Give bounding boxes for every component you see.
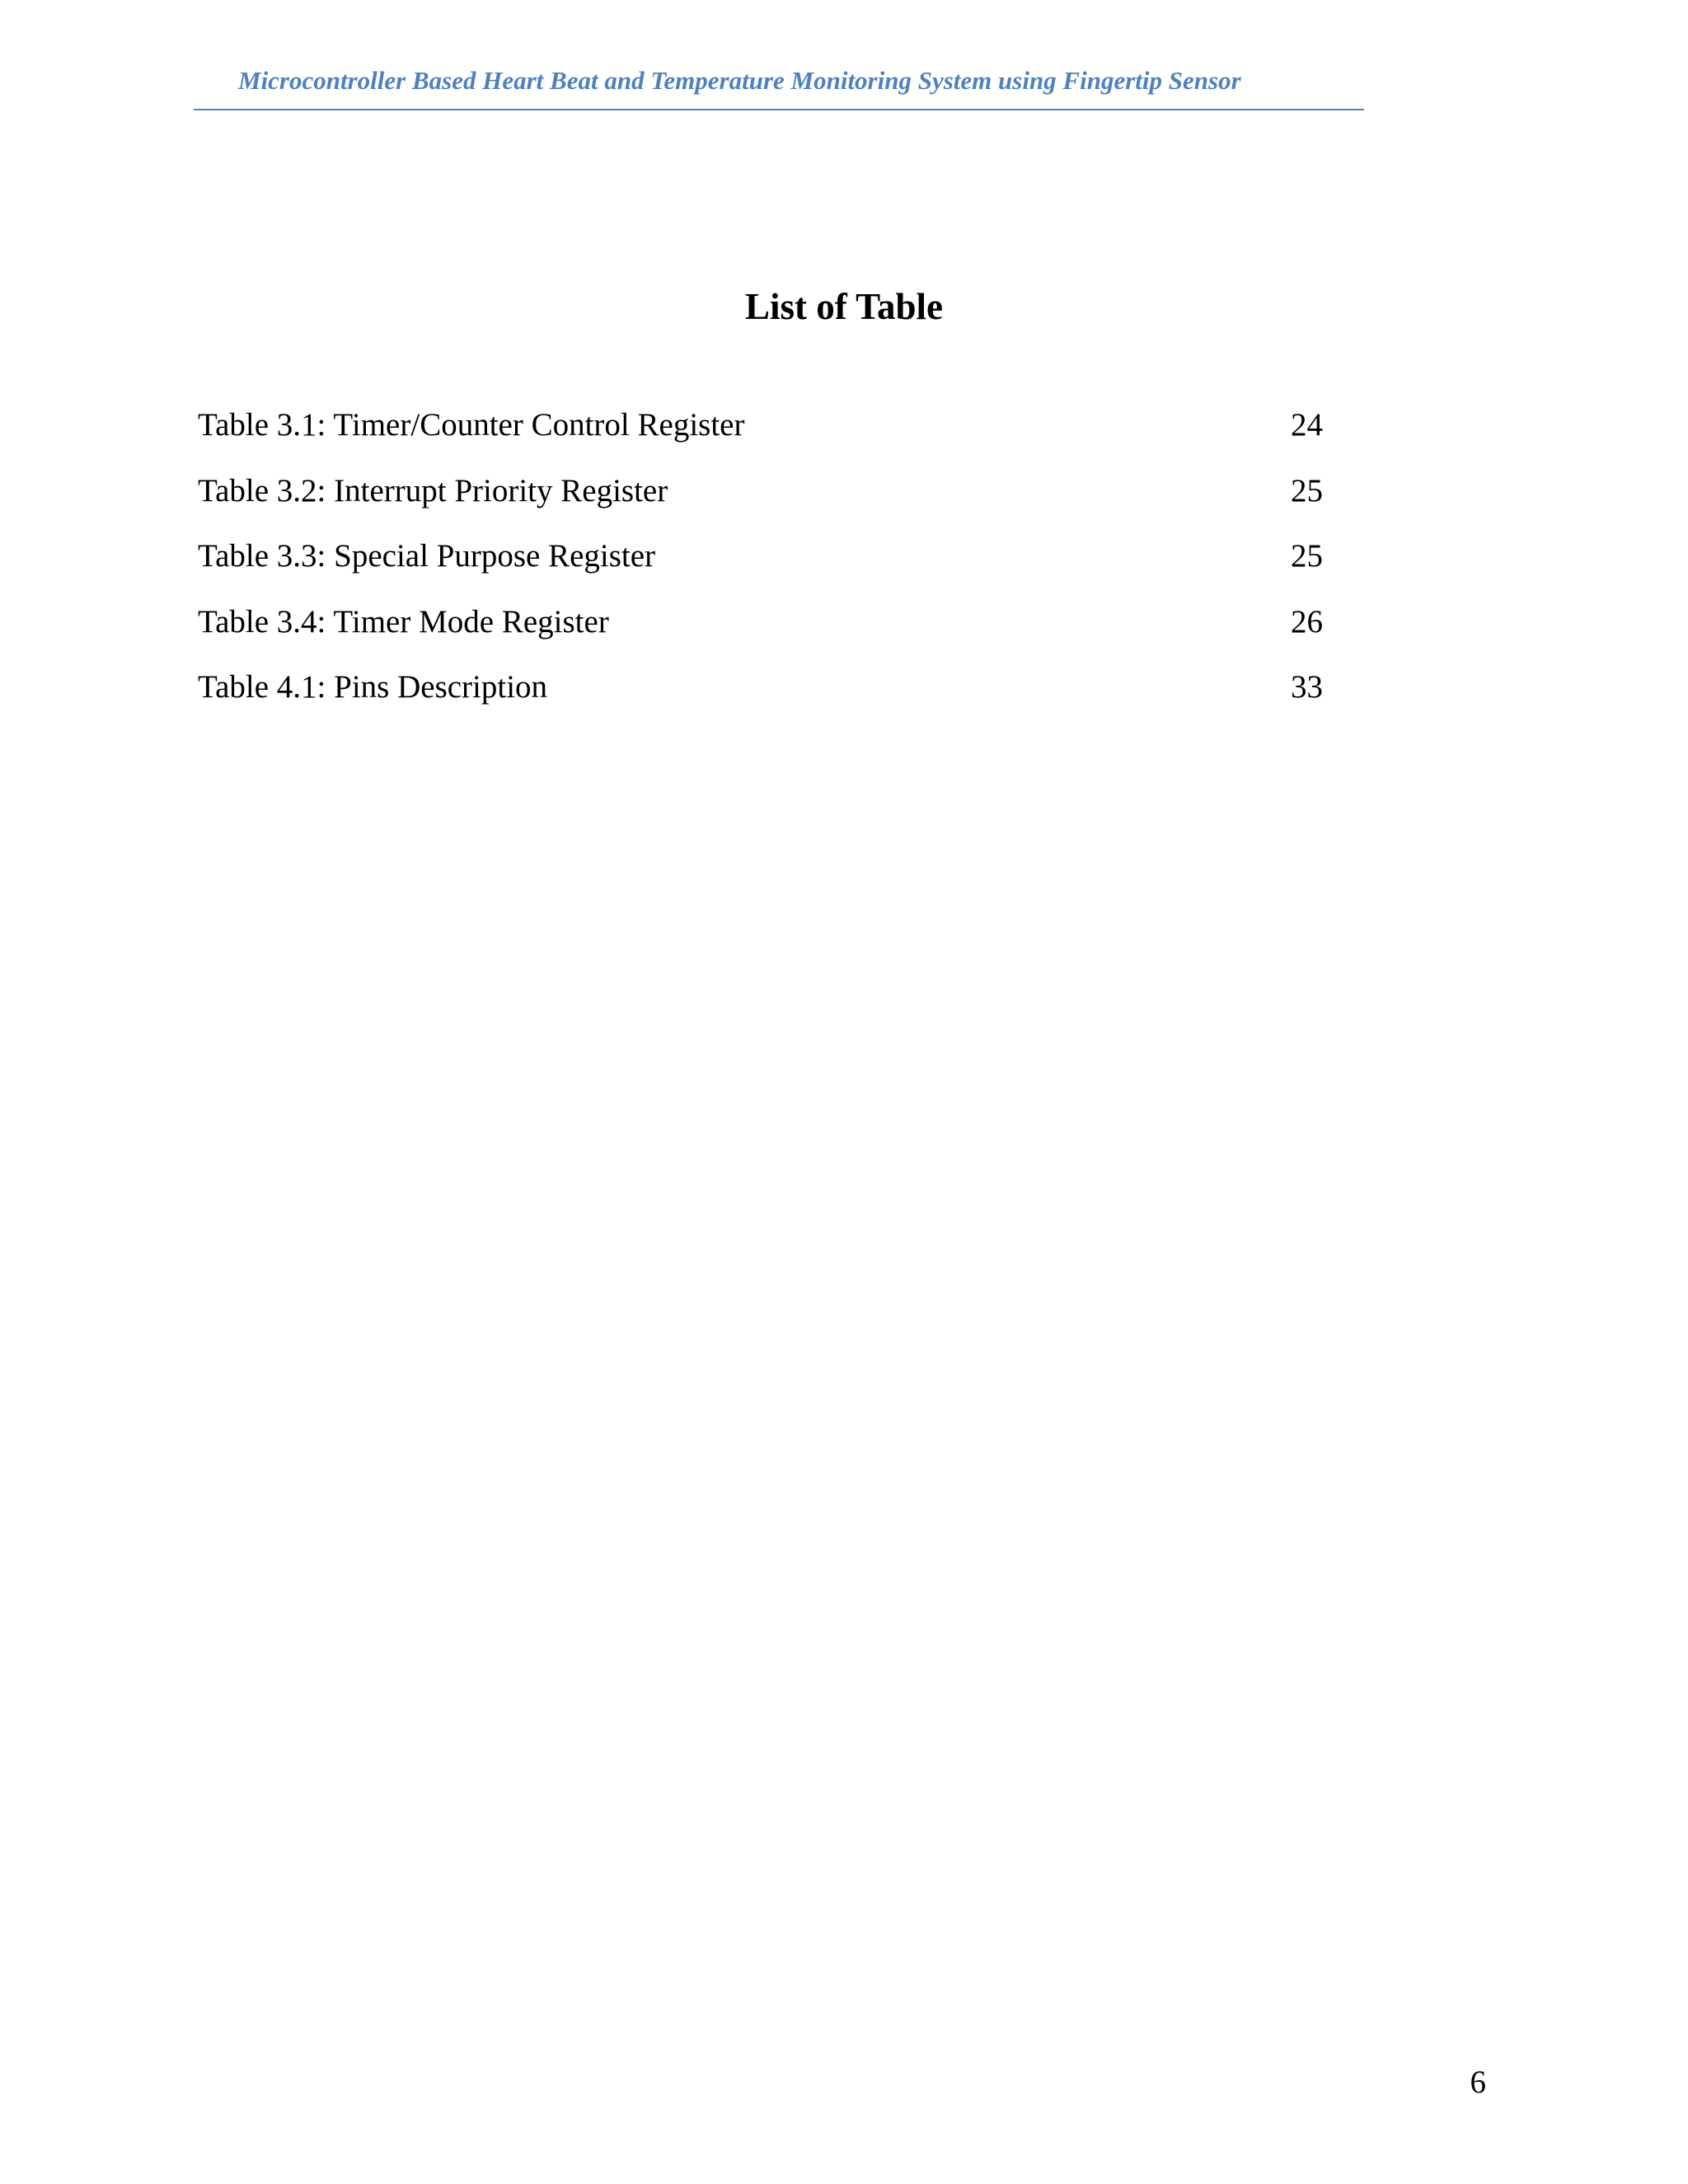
toc-entry-page: 26 <box>1291 603 1323 640</box>
toc-entry-page: 25 <box>1291 472 1323 509</box>
toc-entry-page: 25 <box>1291 538 1323 574</box>
toc-entry-table-3-4[interactable] <box>198 599 1323 665</box>
toc-entry-page: 24 <box>1291 407 1323 443</box>
page-number: 6 <box>1470 2064 1486 2100</box>
toc-entry-label: Table 3.4: Timer Mode Register <box>198 603 609 640</box>
list-of-tables <box>198 402 1323 730</box>
running-header-title: Microcontroller Based Heart Beat and Temperature Monitoring System using Fingertip Sensor <box>238 66 1241 95</box>
running-header <box>194 64 1364 110</box>
toc-entry-table-4-1[interactable] <box>198 664 1323 730</box>
toc-entry-label: Table 3.2: Interrupt Priority Register <box>198 472 668 509</box>
toc-entry-table-3-1[interactable] <box>198 402 1323 468</box>
toc-entry-table-3-2[interactable] <box>198 468 1323 534</box>
page-title: List of Table <box>744 286 944 328</box>
toc-entry-label: Table 4.1: Pins Description <box>198 669 548 705</box>
toc-entry-page: 33 <box>1291 669 1323 705</box>
toc-entry-table-3-3[interactable] <box>198 533 1323 599</box>
toc-entry-label: Table 3.1: Timer/Counter Control Register <box>198 407 745 443</box>
toc-entry-label: Table 3.3: Special Purpose Register <box>198 538 656 574</box>
